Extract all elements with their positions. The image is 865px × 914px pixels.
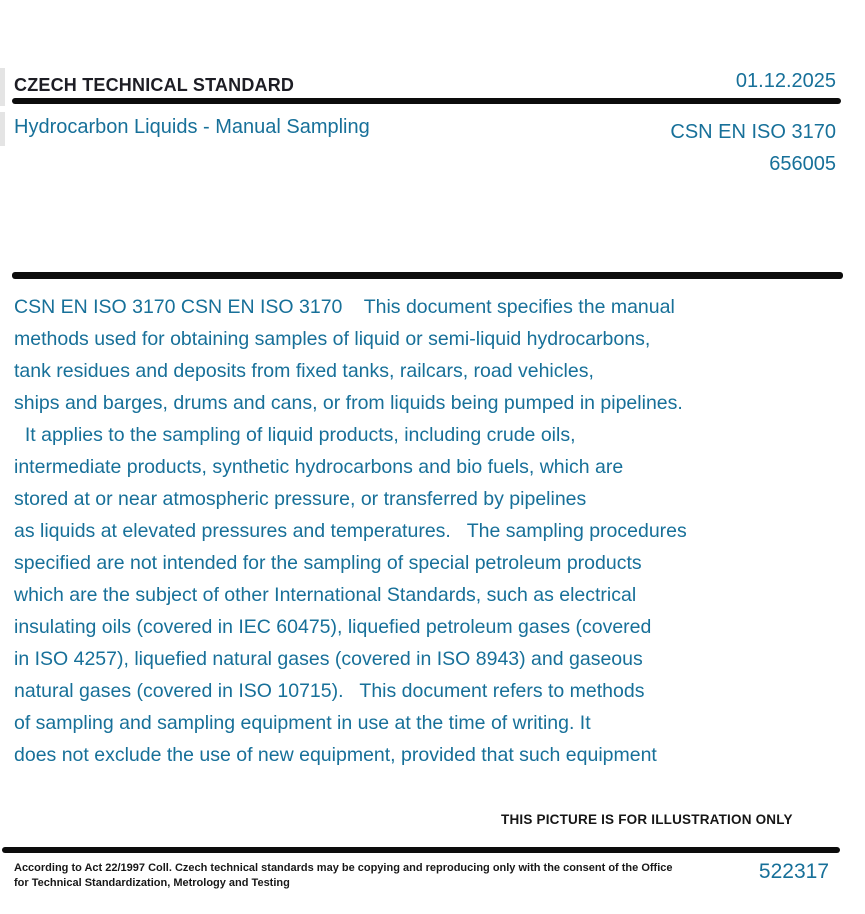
footer-divider-rule [2,847,840,853]
abstract-line: methods used for obtaining samples of liquid or semi-liquid hydrocarbons, [14,328,651,350]
document-title: Hydrocarbon Liquids - Manual Sampling [14,116,370,138]
abstract-line: as liquids at elevated pressures and temperatures. The sampling procedures [14,520,687,542]
abstract-line: stored at or near atmospheric pressure, or transferred by pipelines [14,488,587,510]
abstract-line: which are the subject of other International Standards, such as electrical [14,584,637,606]
abstract-divider-rule [12,272,843,279]
standard-type-heading: CZECH TECHNICAL STANDARD [14,75,295,95]
standard-reference-block [670,116,836,180]
classification-code: 656005 [769,153,836,175]
abstract-line: does not exclude the use of new equipment, provided that such equipment [14,744,657,766]
scan-edge-artifact [0,68,5,106]
scan-edge-artifact [0,112,5,146]
illustration-only-notice: THIS PICTURE IS FOR ILLUSTRATION ONLY [501,812,793,827]
abstract-line: specified are not intended for the sampling of special petroleum products [14,552,642,574]
abstract-line: It applies to the sampling of liquid products, including crude oils, [14,424,576,446]
standard-reference: CSN EN ISO 3170 [670,121,836,143]
catalog-number: 522317 [758,860,829,883]
issue-date: 01.12.2025 [735,70,836,92]
header-divider-rule [12,98,841,104]
copyright-legal-text [14,861,673,891]
abstract-line: intermediate products, synthetic hydrocarbons and bio fuels, which are [14,456,624,478]
abstract-line: CSN EN ISO 3170 CSN EN ISO 3170 This document specifies the manual [14,296,675,318]
abstract-line: in ISO 4257), liquefied natural gases (covered in ISO 8943) and gaseous [14,648,643,670]
abstract-line: of sampling and sampling equipment in use at the time of writing. It [14,712,591,734]
abstract-line: ships and barges, drums and cans, or from liquids being pumped in pipelines. [14,392,683,414]
copyright-legal-line: for Technical Standardization, Metrology and Testing [14,877,290,889]
abstract-line: insulating oils (covered in IEC 60475), liquefied petroleum gases (covered [14,616,652,638]
copyright-legal-line: According to Act 22/1997 Coll. Czech technical standards may be copying and reproducing only with the consent of the Office [14,862,673,874]
abstract-text [14,291,814,771]
abstract-line: natural gases (covered in ISO 10715). This document refers to methods [14,680,645,702]
abstract-line: tank residues and deposits from fixed tanks, railcars, road vehicles, [14,360,594,382]
